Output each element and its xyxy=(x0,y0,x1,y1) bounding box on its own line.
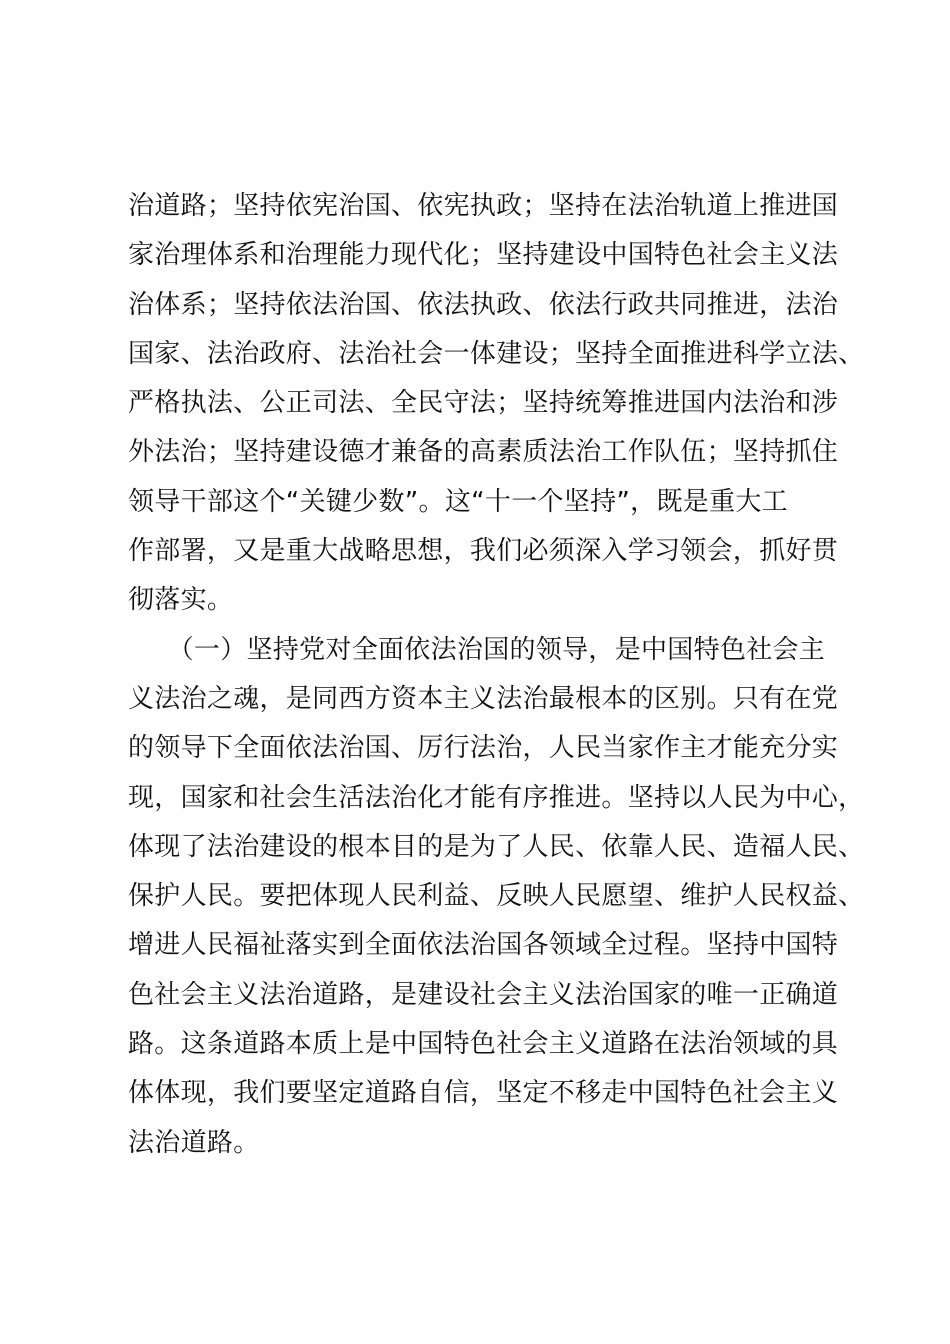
text-line: 的领导下全面依法治国、厉行法治，人民当家作主才能充分实 xyxy=(128,733,839,764)
text-line: 体体现，我们要坚定道路自信，坚定不移走中国特色社会主义 xyxy=(128,1078,839,1109)
text-line: 增进人民福祉落实到全面依法治国各领域全过程。坚持中国特 xyxy=(128,930,839,961)
text-line: 色社会主义法治道路，是建设社会主义法治国家的唯一正确道 xyxy=(128,979,839,1010)
text-line: 法治道路。 xyxy=(128,1127,260,1158)
text-line: 严格执法、公正司法、全民守法；坚持统筹推进国内法治和涉 xyxy=(128,388,839,419)
text-line: 治道路；坚持依宪治国、依宪执政；坚持在法治轨道上推进国 xyxy=(128,191,839,221)
body-text xyxy=(128,182,868,1168)
text-line: 彻落实。 xyxy=(128,585,234,616)
text-line: 路。这条道路本质上是中国特色社会主义道路在法治领域的具 xyxy=(128,1029,839,1060)
text-line: 家治理体系和治理能力现代化；坚持建设中国特色社会主义法 xyxy=(128,240,839,271)
text-line: 治体系；坚持依法治国、依法执政、依法行政共同推进，法治 xyxy=(128,289,839,320)
text-line: 领导干部这个“关键少数”。这“十一个坚持”，既是重大工 xyxy=(128,486,788,517)
text-line: 义法治之魂，是同西方资本主义法治最根本的区别。只有在党 xyxy=(128,683,839,714)
text-line: 国家、法治政府、法治社会一体建设；坚持全面推进科学立法、 xyxy=(128,338,865,369)
text-line: 作部署，又是重大战略思想，我们必须深入学习领会，抓好贯 xyxy=(128,536,839,567)
text-line: 外法治；坚持建设德才兼备的高素质法治工作队伍；坚持抓住 xyxy=(128,437,839,468)
text-line: 保护人民。要把体现人民利益、反映人民愿望、维护人民权益、 xyxy=(128,881,865,912)
text-line: 现，国家和社会生活法治化才能有序推进。坚持以人民为中心， xyxy=(128,782,865,813)
paragraph-start-line: （一）坚持党对全面依法治国的领导，是中国特色社会主 xyxy=(128,634,826,665)
text-line: 体现了法治建设的根本目的是为了人民、依靠人民、造福人民、 xyxy=(128,831,865,862)
